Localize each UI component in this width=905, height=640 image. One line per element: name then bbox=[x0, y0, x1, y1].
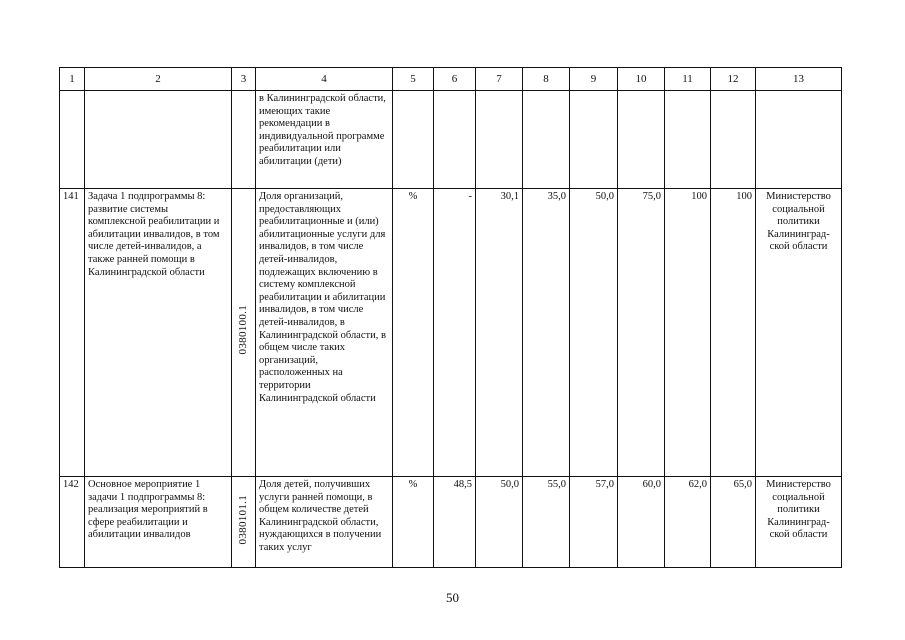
value-cell: 55,0 bbox=[523, 477, 570, 568]
value-cell: 50,0 bbox=[476, 477, 523, 568]
value-cell: 100 bbox=[711, 189, 756, 477]
table-cell bbox=[523, 91, 570, 189]
table-row bbox=[60, 189, 842, 477]
table-cell bbox=[85, 91, 232, 189]
value-cell: 57,0 bbox=[570, 477, 618, 568]
table-cell bbox=[232, 91, 256, 189]
code-cell bbox=[232, 189, 256, 477]
header-cell-11: 11 bbox=[665, 68, 711, 91]
value-cell: 100 bbox=[665, 189, 711, 477]
value-cell: 50,0 bbox=[570, 189, 618, 477]
header-cell-12: 12 bbox=[711, 68, 756, 91]
continuation-row bbox=[60, 91, 842, 189]
table-cell bbox=[665, 91, 711, 189]
table-cell bbox=[393, 91, 434, 189]
unit-cell: % bbox=[393, 189, 434, 477]
value-cell: 60,0 bbox=[618, 477, 665, 568]
value-cell: - bbox=[434, 189, 476, 477]
budget-code: 0380101.1 bbox=[237, 494, 250, 545]
table-cell bbox=[756, 91, 842, 189]
header-cell-2: 2 bbox=[85, 68, 232, 91]
header-cell-3: 3 bbox=[232, 68, 256, 91]
budget-code: 0380100.1 bbox=[237, 305, 250, 355]
unit-cell: % bbox=[393, 477, 434, 568]
header-cell-4: 4 bbox=[256, 68, 393, 91]
table-row bbox=[60, 477, 842, 568]
header-cell-7: 7 bbox=[476, 68, 523, 91]
responsible-cell: Министерство социальной политики Калининград-ской области bbox=[756, 477, 842, 568]
value-cell: 35,0 bbox=[523, 189, 570, 477]
code-cell bbox=[232, 477, 256, 568]
table-cell bbox=[618, 91, 665, 189]
responsible-cell: Министерство социальной политики Калининград-ской области bbox=[756, 189, 842, 477]
measure-name: Основное мероприятие 1 задачи 1 подпрограммы 8: реализация мероприятий в сфере реабилитации и абилитации инвалидов bbox=[85, 477, 232, 568]
measure-name: Задача 1 подпрограммы 8: развитие системы комплексной реабилитации и абилитации инвалидов, в том числе детей-инвалидов, а также ранней помощи в Калининградской области bbox=[85, 189, 232, 477]
indicator-cell: Доля организаций, предоставляющих реабилитационные и (или) абилитационные услуги для инвалидов, в том числе детей-инвалидов, подлежащих включению в систему комплексной реабилитации и абилитации инвалидов, в том числе детей-инвалидов, в Калининградской области, в общем числе таких организаций, расположенных на территории Калининградской области bbox=[256, 189, 393, 477]
header-cell-6: 6 bbox=[434, 68, 476, 91]
value-cell: 75,0 bbox=[618, 189, 665, 477]
value-cell: 65,0 bbox=[711, 477, 756, 568]
indicators-table bbox=[59, 67, 842, 568]
table-cell bbox=[60, 91, 85, 189]
table-cell bbox=[711, 91, 756, 189]
header-cell-8: 8 bbox=[523, 68, 570, 91]
header-cell-13: 13 bbox=[756, 68, 842, 91]
row-number: 142 bbox=[60, 477, 85, 568]
page-number: 50 bbox=[446, 590, 459, 605]
indicator-cell: в Калининградской области, имеющих такие рекомендации в индивидуальной программе реабилитации или абилитации (дети) bbox=[256, 91, 393, 189]
header-cell-9: 9 bbox=[570, 68, 618, 91]
header-cell-10: 10 bbox=[618, 68, 665, 91]
header-cell-1: 1 bbox=[60, 68, 85, 91]
value-cell: 62,0 bbox=[665, 477, 711, 568]
header-row bbox=[60, 68, 842, 91]
header-cell-5: 5 bbox=[393, 68, 434, 91]
row-number: 141 bbox=[60, 189, 85, 477]
table-cell bbox=[476, 91, 523, 189]
indicator-cell: Доля детей, получивших услуги ранней помощи, в общем количестве детей Калининградской области, нуждающихся в получении таких услуг bbox=[256, 477, 393, 568]
value-cell: 48,5 bbox=[434, 477, 476, 568]
table-cell bbox=[434, 91, 476, 189]
table-cell bbox=[570, 91, 618, 189]
value-cell: 30,1 bbox=[476, 189, 523, 477]
